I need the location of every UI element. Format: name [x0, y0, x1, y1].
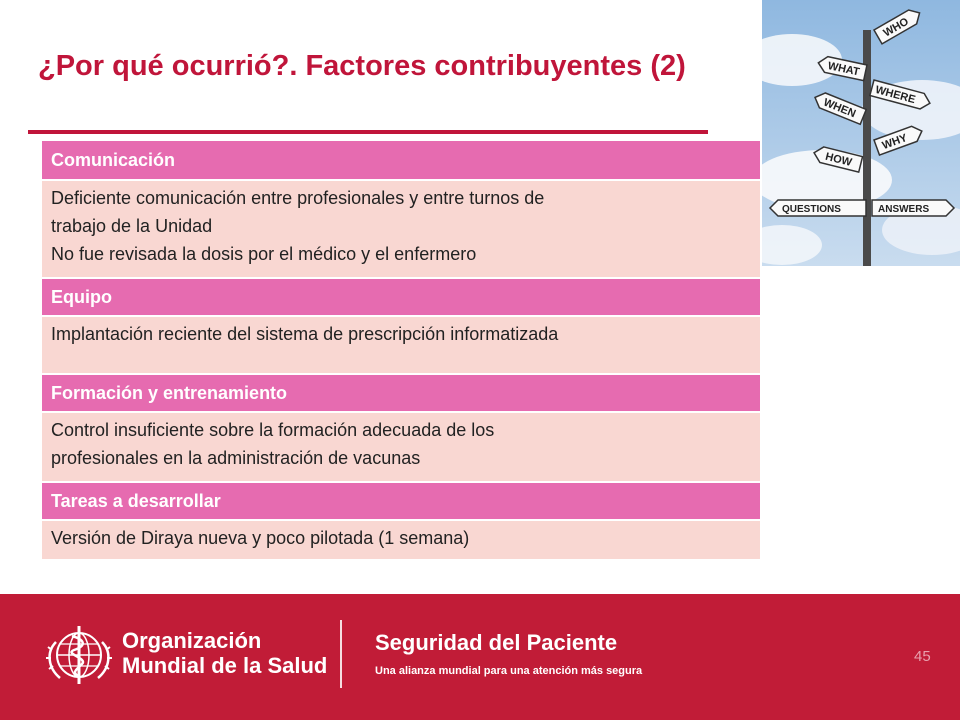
footer-divider — [340, 620, 342, 688]
section-header-equipo — [42, 279, 760, 315]
section-line: Control insuficiente sobre la formación adecuada de los — [51, 420, 495, 440]
section-header-label: Formación y entrenamiento — [51, 382, 288, 403]
slide-title: ¿Por qué ocurrió?. Factores contribuyentes (2) — [38, 50, 686, 82]
sign-what: WHAT — [826, 60, 861, 79]
section-body-equipo — [42, 315, 760, 375]
section-body-formacion — [42, 411, 760, 483]
section-header-label: Equipo — [51, 286, 112, 307]
sign-where: WHERE — [873, 83, 917, 107]
section-header-tareas — [42, 483, 760, 519]
section-body-tareas — [42, 519, 760, 561]
section-line: No fue revisada la dosis por el médico y el enfermero — [51, 244, 477, 264]
section-header-formacion — [42, 375, 760, 411]
sign-why: WHY — [880, 131, 909, 153]
sign-who: WHO — [881, 15, 911, 40]
signpost-photo — [762, 0, 960, 266]
section-line: Deficiente comunicación entre profesionales y entre turnos de — [51, 188, 545, 208]
who-name-line2: Mundial de la Salud — [122, 653, 328, 678]
sign-answers: ANSWERS — [878, 204, 930, 215]
who-name — [122, 628, 327, 678]
section-line: profesionales en la administración de vacunas — [51, 448, 421, 468]
page-number: 45 — [914, 648, 931, 665]
who-emblem-icon — [44, 622, 114, 688]
section-line: Implantación reciente del sistema de prescripción informatizada — [51, 324, 559, 344]
section-header-comunicacion — [42, 141, 760, 179]
program-title: Seguridad del Paciente — [375, 630, 618, 655]
program-subtitle: Una alianza mundial para una atención más segura — [375, 665, 643, 677]
sign-how: HOW — [824, 150, 854, 169]
section-body-comunicacion — [42, 179, 760, 279]
factors-table — [42, 141, 760, 561]
section-header-label: Comunicación — [51, 149, 176, 170]
signpost-icon — [762, 0, 960, 266]
section-line: Versión de Diraya nueva y poco pilotada (1 semana) — [51, 528, 470, 548]
sign-questions: QUESTIONS — [782, 204, 841, 215]
section-line: trabajo de la Unidad — [51, 216, 213, 236]
sign-when: WHEN — [821, 96, 858, 121]
section-header-label: Tareas a desarrollar — [51, 490, 221, 511]
who-name-line1: Organización — [122, 628, 262, 653]
title-underline — [28, 130, 708, 134]
